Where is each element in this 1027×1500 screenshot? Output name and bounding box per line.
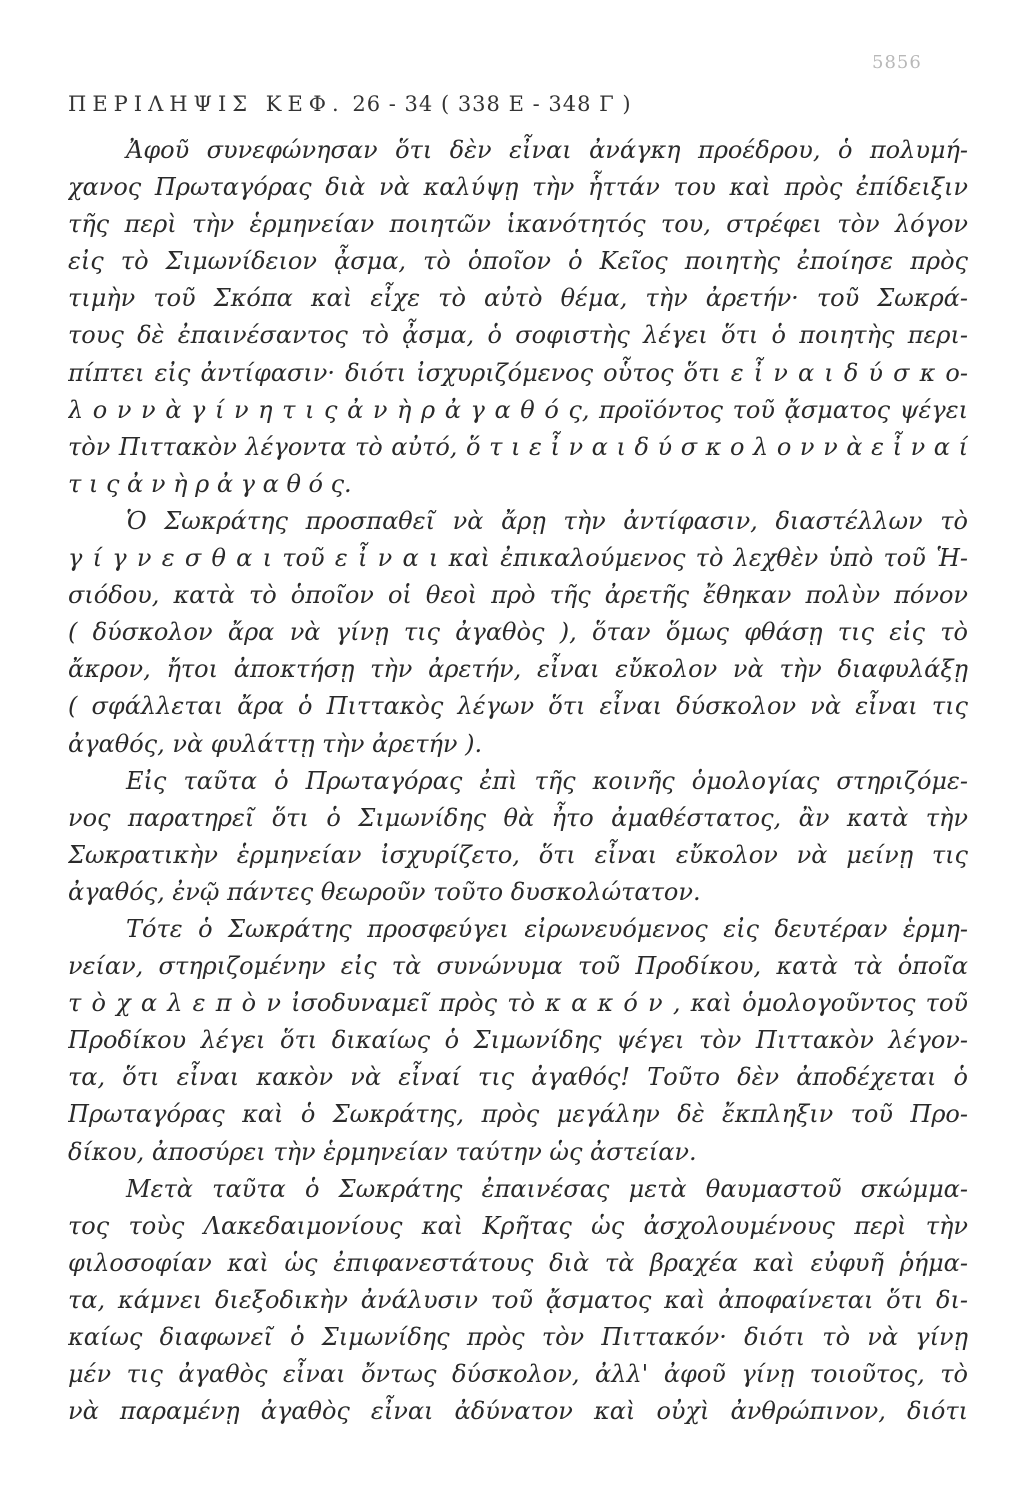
text-line: τῆς περὶ τὴν ἑρμηνείαν ποιητῶν ἱκανότητός του, στρέφει τὸν λόγον — [68, 210, 968, 239]
text-line: δίκου, ἀποσύρει τὴν ἑρμηνείαν ταύτην ὡς ἀστείαν. — [68, 1137, 697, 1166]
text-line: ἀγαθός, νὰ φυλάττῃ τὴν ἀρετήν ). — [68, 729, 483, 758]
text-line: γ ί γ ν ε σ θ α ι τοῦ ε ἶ ν α ι καὶ ἐπικαλούμενος τὸ λεχθὲν ὑπὸ τοῦ Ἡ- — [68, 544, 968, 573]
text-line: φιλοσοφίαν καὶ ὡς ἐπιφανεστάτους διὰ τὰ βραχέα καὶ εὐφυῆ ῥήμα- — [68, 1248, 968, 1277]
text-line: μέν τις ἀγαθὸς εἶναι ὄντως δύσκολον, ἀλλ' ἀφοῦ γίνῃ τοιοῦτος, τὸ — [68, 1360, 968, 1389]
header-range: 26 - 34 ( 338 Ε - 348 Γ ) — [352, 92, 632, 116]
text-line: Σωκρατικὴν ἑρμηνείαν ἰσχυρίζετο, ὅτι εἶναι εὔκολον νὰ μείνῃ τις — [68, 840, 968, 869]
text-line: Προδίκου λέγει ὅτι δικαίως ὁ Σιμωνίδης ψέγει τὸν Πιττακὸν λέγον- — [68, 1026, 968, 1055]
text-line: τ ὸ χ α λ ε π ὸ ν ἰσοδυναμεῖ πρὸς τὸ κ α κ ό ν , καὶ ὁμολογοῦντος τοῦ — [68, 989, 968, 1018]
text-line: σιόδου, κατὰ τὸ ὁποῖον οἱ θεοὶ πρὸ τῆς ἀρετῆς ἔθηκαν πολὺν πόνον — [68, 581, 968, 610]
text-line: λ ο ν ν ὰ γ ί ν η τ ι ς ἀ ν ὴ ρ ἀ γ α θ ό ς, προϊόντος τοῦ ᾄσματος ψέγει — [68, 395, 968, 424]
text-line: Πρωταγόρας καὶ ὁ Σωκράτης, πρὸς μεγάλην δὲ ἔκπληξιν τοῦ Προ- — [68, 1100, 968, 1129]
text-line: τος τοὺς Λακεδαιμονίους καὶ Κρῆτας ὡς ἀσχολουμένους περὶ τὴν — [68, 1211, 968, 1240]
text-line: καίως διαφωνεῖ ὁ Σιμωνίδης πρὸς τὸν Πιττακόν· διότι τὸ νὰ γίνῃ — [68, 1323, 968, 1351]
text-line: τιμὴν τοῦ Σκόπα καὶ εἶχε τὸ αὐτὸ θέμα, τὴν ἀρετήν· τοῦ Σωκρά- — [68, 284, 968, 313]
text-line: ἄκρον, ἤτοι ἀποκτήσῃ τὴν ἀρετήν, εἶναι εὔκολον νὰ τὴν διαφυλάξῃ — [68, 655, 968, 684]
text-line: ( σφάλλεται ἄρα ὁ Πιττακὸς λέγων ὅτι εἶναι δύσκολον νὰ εἶναι τις — [68, 692, 968, 721]
text-line: τα, κάμνει διεξοδικὴν ἀνάλυσιν τοῦ ᾄσματος καὶ ἀποφαίνεται ὅτι δι- — [68, 1285, 968, 1314]
text-line: εἰς τὸ Σιμωνίδειον ᾆσμα, τὸ ὁποῖον ὁ Κεῖος ποιητὴς ἐποίησε πρὸς — [68, 247, 968, 276]
page-number: 5856 — [872, 52, 922, 73]
text-line: πίπτει εἰς ἀντίφασιν· διότι ἰσχυριζόμενος οὗτος ὅτι ε ἶ ν α ι δ ύ σ κ ο- — [68, 358, 968, 387]
text-line: Τότε ὁ Σωκράτης προσφεύγει εἰρωνευόμενος εἰς δευτέραν ἑρμη- — [126, 914, 968, 943]
text-line: τα, ὅτι εἶναι κακὸν νὰ εἶναί τις ἀγαθός! Τοῦτο δὲν ἀποδέχεται ὁ — [68, 1063, 968, 1092]
text-line: Ὁ Σωκράτης προσπαθεῖ νὰ ἄρῃ τὴν ἀντίφασιν, διαστέλλων τὸ — [126, 506, 968, 535]
text-line: ( δύσκολον ἄρα νὰ γίνῃ τις ἀγαθὸς ), ὅταν ὅμως φθάσῃ τις εἰς τὸ — [68, 618, 968, 647]
text-line: νείαν, στηριζομένην εἰς τὰ συνώνυμα τοῦ Προδίκου, κατὰ τὰ ὁποῖα — [68, 952, 968, 981]
text-line: τους δὲ ἐπαινέσαντος τὸ ᾆσμα, ὁ σοφιστὴς λέγει ὅτι ὁ ποιητὴς περι- — [68, 321, 968, 350]
running-header — [68, 92, 968, 116]
body-text — [68, 132, 968, 1430]
text-line: Εἰς ταῦτα ὁ Πρωταγόρας ἐπὶ τῆς κοινῆς ὁμολογίας στηριζόμε- — [126, 766, 968, 795]
header-title: ΠΕΡΙΛΗΨΙΣ ΚΕΦ. — [68, 92, 345, 116]
text-line: χανος Πρωταγόρας διὰ νὰ καλύψῃ τὴν ἧττάν του καὶ πρὸς ἐπίδειξιν — [68, 173, 968, 202]
text-line: τ ι ς ἀ ν ὴ ρ ἀ γ α θ ό ς. — [68, 469, 352, 498]
text-line: τὸν Πιττακὸν λέγοντα τὸ αὐτό, ὅ τ ι ε ἶ ν α ι δ ύ σ κ ο λ ο ν ν ὰ ε ἶ ν α ί — [68, 432, 968, 461]
text-line: Μετὰ ταῦτα ὁ Σωκράτης ἐπαινέσας μετὰ θαυμαστοῦ σκώμμα- — [126, 1174, 968, 1203]
text-line: ἀγαθός, ἐνῷ πάντες θεωροῦν τοῦτο δυσκολώτατον. — [68, 877, 701, 906]
text-line: Ἀφοῦ συνεφώνησαν ὅτι δὲν εἶναι ἀνάγκη προέδρου, ὁ πολυμή- — [126, 136, 968, 164]
text-line: νὰ παραμένῃ ἀγαθὸς εἶναι ἀδύνατον καὶ οὐχὶ ἀνθρώπινον, διότι — [68, 1397, 968, 1426]
text-line: νος παρατηρεῖ ὅτι ὁ Σιμωνίδης θὰ ἦτο ἀμαθέστατος, ἂν κατὰ τὴν — [68, 803, 968, 832]
